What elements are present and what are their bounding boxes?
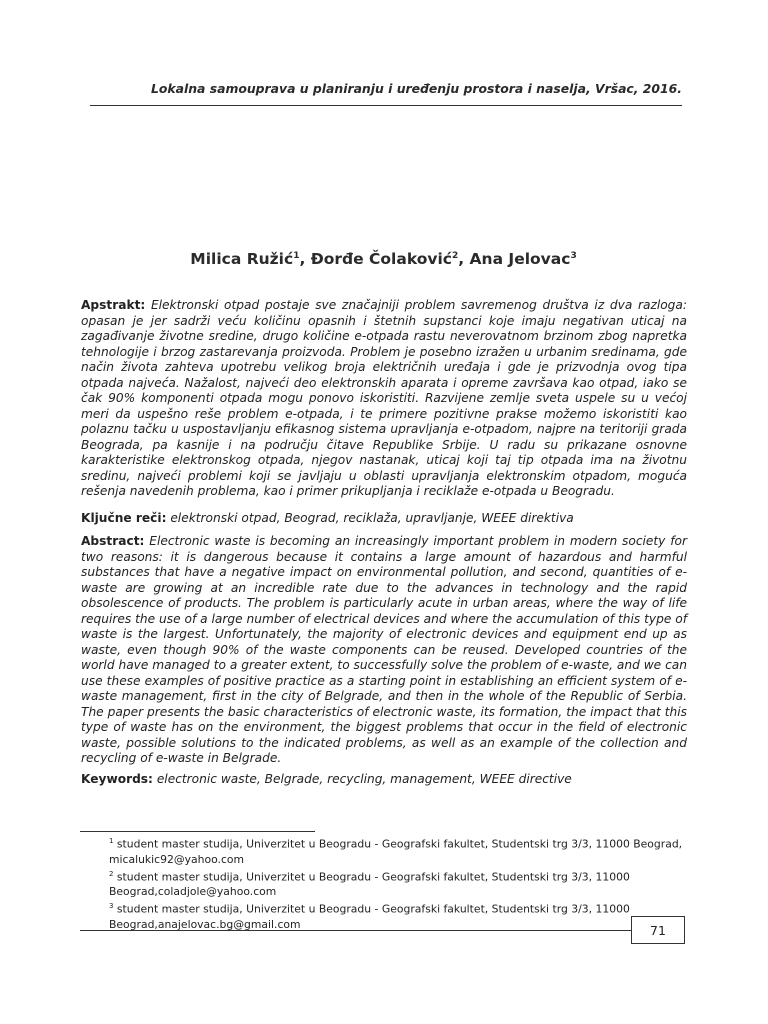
abstract-english-text: Electronic waste is becoming an increasingly important problem in modern society for two reasons: it is dangerous because it contains a large amount of hazardous and harmful substances that have a negative impact on environmental pollution, and second, quantities of e-waste are growing at an incredible rate due to the advances in technology and the rapid obsolescence of products. The problem is particularly acute in urban areas, where the way of life requires the use of a large number of electrical devices and where the accumulation of this type of waste is the largest. Unfortunately, the majority of electronic devices and equipment end up as waste, even though 90% of the waste components can be reused. Developed countries of the world have managed to a greater extent, to successfully solve the problem of e-waste, and we can use these examples of positive practice as a starting point in establishing an efficient system of e-waste management, first in the city of Belgrade, and then in the whole of the Republic of Serbia. The paper presents the basic characteristics of electronic waste, its formation, the impact that this type of waste has on the environment, the biggest problems that occur in the field of electronic waste, possible solutions to the indicated problems, as well as an example of the collection and recycling of e-waste in Belgrade. — [81, 534, 687, 765]
footnote — [109, 867, 687, 900]
footnotes — [109, 834, 687, 932]
author-name: Đorđe Čolaković — [310, 250, 452, 268]
footnote-text: student master studija, Univerzitet u Beogradu - Geografski fakultet, Studentski trg 3/3, 11000 Beograd,coladjole@yahoo.com — [109, 870, 630, 899]
abstract-serbian-text: Elektronski otpad postaje sve značajniji problem savremenog društva iz dva razloga: opasan je jer sadrži veću količinu opasnih i štetnih supstanci koje imaju negativan uticaj na zagađivanje životne sredine, drugo količine e-otpada rastu neverovatnom brzinom zbog napretka tehnologije i brzog zastarevanja proizvoda. Problem je posebno izražen u urbanim sredinama, gde način života zahteva upotrebu velikog broja električnih uređaja i gde je prizvodnja ovog tipa otpada najveća. Nažalost, najveći deo elektronskih aparata i opreme završava kao otpad, iako se čak 90% komponenti otpada mogu ponovo iskoristiti. Razvijene zemlje sveta uspele su u većoj meri da uspešno reše problem e-otpada, i te primere pozitivne prakse možemo iskoristiti kao polaznu tačku u uspostavljanju efikasnog sistema upravljanja e-otpadom, najpre na teritoriji grada Beograda, pa kasnije i na području čitave Republike Srbije. U radu su prikazane osnovne karakteristike elektronskog otpada, njegov nastanak, uticaj koji taj tip otpada ima na životnu sredinu, najveći problemi koji se javljaju u oblasti upravljanja elektronskim otpadom, moguća rešenja navedenih problema, kao i primer prikupljanja i reciklaže e-otpada u Beogradu. — [81, 298, 687, 498]
author-footnote-mark: 2 — [451, 250, 459, 261]
abstract-serbian-label: Apstrakt: — [81, 298, 146, 312]
author-name: Ana Jelovac — [469, 250, 571, 268]
page-number — [631, 916, 685, 944]
footer-rule — [80, 930, 631, 931]
footnote — [109, 834, 687, 867]
footnote-mark: 2 — [109, 869, 114, 878]
footnote-text: student master studija, Univerzitet u Beogradu - Geografski fakultet, Studentski trg 3/3, 11000 Beograd, micalukic92@yahoo.com — [109, 837, 683, 866]
author-list: Milica Ružić$^1$, Đorđe Čolaković$^2$, Ana Jelovac$^3$ — [190, 250, 577, 268]
page-number-text: 71 — [650, 922, 666, 938]
keywords-serbian — [81, 511, 687, 527]
footnote-rule — [80, 831, 315, 832]
header-rule — [90, 105, 682, 106]
footnote-mark: 3 — [109, 902, 114, 911]
author-footnote-mark: 1 — [293, 250, 300, 261]
abstract-english — [81, 534, 687, 767]
keywords-english-label: Keywords: — [81, 772, 153, 786]
abstract-serbian — [81, 298, 687, 500]
keywords-serbian-text: elektronski otpad, Beograd, reciklaža, upravljanje, WEEE direktiva — [170, 511, 574, 525]
author-name: Milica Ružić — [190, 250, 294, 268]
running-header: Lokalna samouprava u planiranju i uređenju prostora i naselja, Vršac, 2016. — [150, 81, 682, 96]
keywords-serbian-label: Ključne reči: — [81, 511, 167, 525]
footnote-mark: 1 — [109, 837, 114, 845]
abstract-english-label: Abstract: — [81, 534, 145, 548]
footnote-text: student master studija, Univerzitet u Beogradu - Geografski fakultet, Studentski trg 3/3, 11000 Beograd,anajelovac.bg@gmail.com — [109, 902, 630, 931]
keywords-english-text: electronic waste, Belgrade, recycling, management, WEEE directive — [156, 772, 572, 786]
footnote — [109, 899, 687, 932]
keywords-english — [81, 772, 687, 788]
author-footnote-mark: 3 — [570, 250, 577, 261]
